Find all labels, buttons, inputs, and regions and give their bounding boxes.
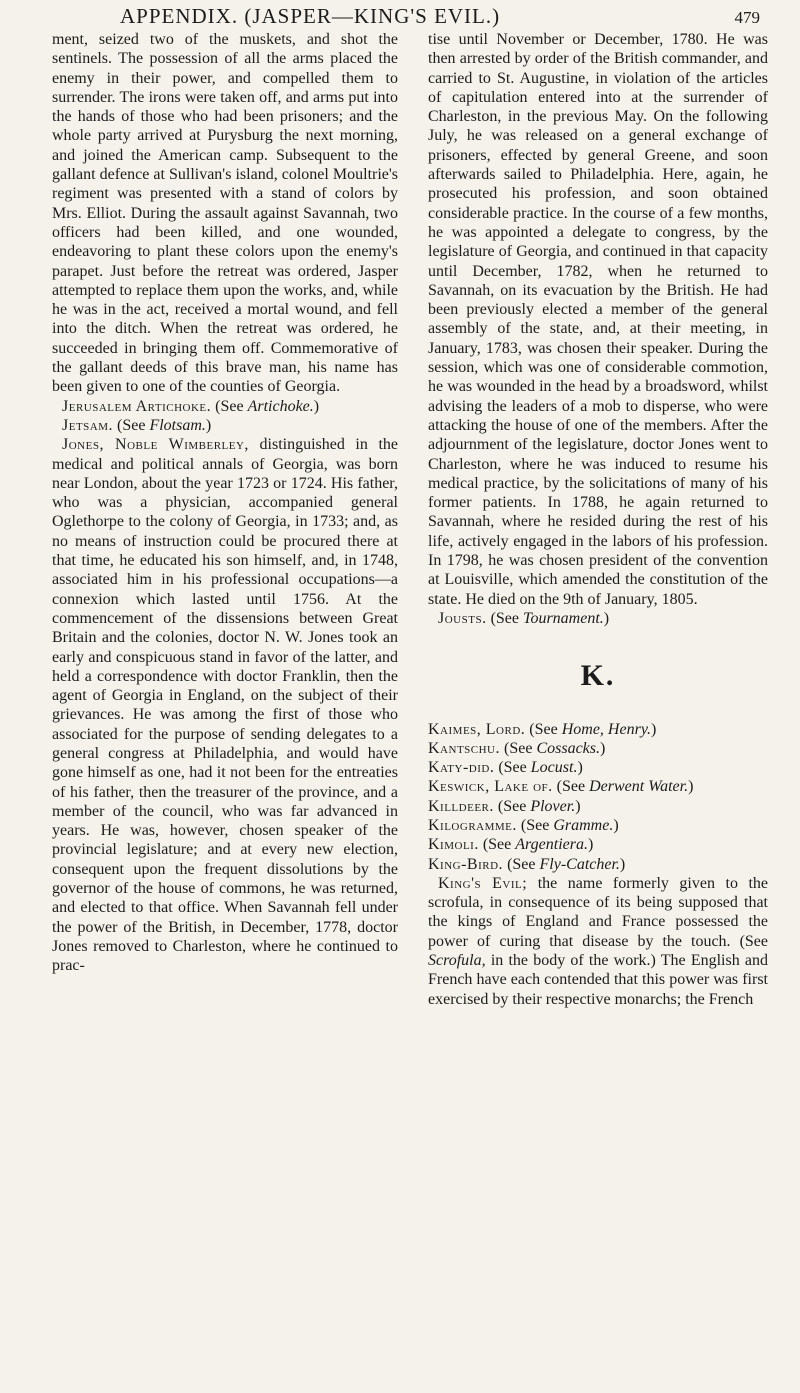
entry-kaimes (428, 720, 768, 739)
headword: Jones, Noble Wimberley, (62, 436, 249, 454)
close-paren: ) (575, 797, 581, 815)
cross-reference: Home, Henry. (561, 720, 652, 738)
entry-text: distinguished in the medical and political annals of Georgia, was born near London, about the year 1723 or 1724. His father, who was a physician, accompanied general Oglethorpe to the colony of Georgia, in 1733; and, as no means of instruction could be procured there at that time, he educated his son himself, and, in 1748, associated him in his professional occupations—a connexion which lasted until 1756. At the commencement of the dissensions between Great Britain and the colonies, doctor N. W. Jones took an early and conspicuous stand in favor of the latter, and held a correspondence with doctor Franklin, then the agent of Georgia in England, on the subject of their grievances. He was among the first of those who associated for the purpose of sending delegates to a general congress at Philadelphia, and would have gone himself as one, had it not been for the entreaties of his father, then the treasurer of the province, and a member of the council, who was far advanced in years. He was, however, chosen speaker of the provincial legislature; and at every new election, consequent upon the frequent dissolutions by the governor of the house of commons, he was returned, and elected to that office. When Savannah fell under the power of the British, in December, 1778, doctor Jones removed to Charleston, where he continued to prac- (52, 436, 399, 975)
entry-katy-did (428, 758, 768, 777)
see-label: (See (117, 416, 146, 434)
cross-reference: Flotsam. (149, 416, 206, 434)
entry-kilogramme (428, 816, 768, 835)
close-paren: ) (588, 836, 594, 854)
close-paren: ) (688, 778, 694, 796)
headword: King-Bird. (428, 855, 504, 873)
section-letter-k: K. (580, 659, 616, 693)
entry-kings-evil (428, 874, 768, 1009)
entry-jones (52, 435, 398, 975)
cross-reference: Locust. (530, 759, 578, 777)
right-column (428, 30, 768, 1009)
headword: Kaimes, Lord. (428, 720, 526, 738)
headword: King's Evil; (438, 874, 528, 892)
entry-killdeer (428, 797, 768, 816)
see-label: (See (504, 739, 533, 757)
entry-kantschu (428, 739, 768, 758)
headword: Jetsam. (62, 416, 114, 434)
close-paren: ) (577, 759, 583, 777)
headword: Kimoli. (428, 836, 479, 854)
close-paren: ) (600, 739, 606, 757)
entry-text-continued: in the body of the work.) The English and French have each contended that this power was first exercised by their respective monarchs; the French (428, 952, 769, 1008)
headword: Jousts. (438, 609, 487, 627)
close-paren: ) (205, 416, 212, 434)
headword: Kilogramme. (428, 816, 517, 834)
see-label: (See (215, 397, 244, 415)
entry-jousts (428, 609, 768, 628)
entry-jetsam (52, 416, 398, 435)
left-column (52, 30, 398, 976)
close-paren: ) (603, 609, 610, 627)
see-label: (See (490, 609, 520, 627)
entry-jerusalem-artichoke (52, 397, 398, 416)
see-label: (See (520, 816, 550, 834)
jasper-entry-continuation: ment, seized two of the muskets, and shot the sentinels. The possession of all the arms placed the enemy in their power, and compelled them to surrender. The irons were taken off, and arms put into the hands of those who had been prisoners; and the whole party arrived at Purysburg the next morning, and joined the American camp. Subsequent to the gallant defence at Sullivan's island, colonel Moultrie's regiment was presented with a stand of colors by Mrs. Elliot. During the assault against Savannah, two officers had been killed, and one wounded, endeavoring to plant these colors upon the enemy's parapet. Just before the retreat was ordered, Jasper attempted to replace them upon the works, and, while he was in the act, received a mortal wound, and fell into the ditch. When the retreat was ordered, he succeeded in bringing them off. Commemorative of the gallant deeds of this brave man, his name has been given to one of the counties of Georgia. (52, 31, 398, 396)
cross-reference: Scrofula, (428, 952, 486, 970)
see-label: (See (498, 759, 527, 777)
headword: Keswick, Lake of. (428, 778, 553, 796)
entry-king-bird (428, 855, 768, 874)
see-label: (See (482, 836, 512, 854)
close-paren: ) (619, 855, 626, 873)
cross-reference: Cossacks. (536, 739, 601, 757)
entry-text: the name formerly given to the scrofula, in consequence of its being supposed that the kings of England and France possessed the power of curing that disease by the touch. (See (428, 874, 769, 950)
see-label: (See (556, 778, 586, 796)
page-header (0, 4, 800, 30)
cross-reference: Gramme. (553, 816, 614, 834)
close-paren: ) (613, 816, 619, 834)
page-number: 479 (734, 8, 760, 27)
entry-kimoli (428, 835, 768, 854)
cross-reference: Tournament. (523, 609, 604, 627)
cross-reference: Argentiera. (515, 836, 588, 854)
cross-reference: Artichoke. (247, 397, 314, 415)
jones-entry-continuation: tise until November or December, 1780. He was then arrested by order of the British commander, and carried to St. Augustine, in violation of the articles of capitulation entered into at the surrender of Charleston, in the previous May. On the following July, he was released on a general exchange of prisoners, effected by general Greene, and soon afterwards sailed to Philadelphia. Here, again, he prosecuted his profession, and soon obtained considerable practice. In the course of a few months, he was appointed a delegate to congress, by the legislature of Georgia, and continued in that capacity until December, 1782, when he returned to Savannah, on its evacuation by the British. He had been previously elected a member of the general assembly of the state, and, at their meeting, in January, 1783, was chosen their speaker. During the session, which was one of considerable commotion, he was wounded in the head by a broadsword, whilst advising the leaders of a mob to disperse, who were attacking the house of one of the members. After the adjournment of the legislature, doctor Jones went to Charleston, where he was induced to resume his medical practice, by the solicitations of many of his former patients. In 1788, he again returned to Savannah, where he resided during the rest of his life, actively engaged in the labors of his profession. In 1798, he was chosen president of the convention at Louisville, which amended the constitution of the state. He died on the 9th of January, 1805. (428, 31, 768, 608)
close-paren: ) (313, 397, 320, 415)
headword: Killdeer. (428, 797, 494, 815)
headword: Jerusalem Artichoke. (62, 397, 212, 415)
headword: Katy-did. (428, 759, 495, 777)
close-paren: ) (651, 720, 657, 738)
headword: Kantschu. (428, 739, 501, 757)
see-label: (See (497, 797, 527, 815)
cross-reference: Derwent Water. (589, 778, 689, 796)
cross-reference: Fly-Catcher. (539, 855, 620, 873)
cross-reference: Plover. (530, 797, 576, 815)
see-label: (See (507, 855, 536, 873)
running-head: APPENDIX. (JASPER—KING'S EVIL.) (120, 4, 501, 28)
see-label: (See (529, 720, 558, 738)
entry-keswick (428, 777, 768, 796)
